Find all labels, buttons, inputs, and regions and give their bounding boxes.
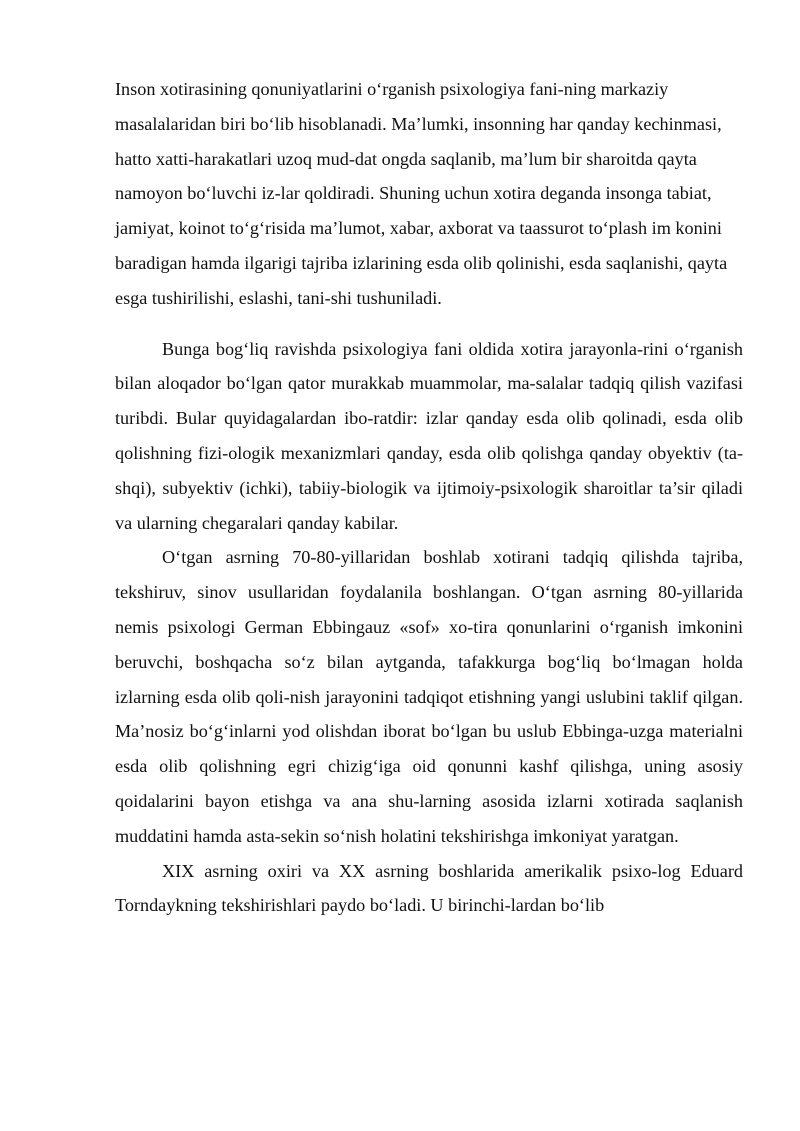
paragraph-4: XIX asrning oxiri va XX asrning boshlarida amerikalik psixo-log Eduard Torndaykning tekshirishlari paydo bo‘ladi. U birinchi-lardan bo‘lib bbox=[115, 860, 743, 916]
paragraph-3: O‘tgan asrning 70-80-yillaridan boshlab xotirani tadqiq qilishda tajriba, tekshiruv, sinov usullaridan foydalanila boshlangan. O‘tgan asrning 80-yillarida nemis psixologi German Ebbingauz «sof» xo-tira qonunlarini o‘rganish imkonini beruvchi, boshqacha so‘z bilan aytganda, tafakkurga bog‘liq bo‘lmagan holda izlarning esda olib qoli-nish jarayonini tadqiqot etishning yangi uslubini taklif qilgan. Ma’nosiz bo‘g‘inlarni yod olishdan iborat bo‘lgan bu uslub Ebbinga-uzga materialni esda olib qolishning egri chizig‘iga oid qonunni kashf qilishga, uning asosiy qoidalarini bayon etishga va ana shu-larning asosida izlarni xotirada saqlanish muddatini hamda asta-sekin so‘nish holatini tekshirishga imkoniyat yaratgan. bbox=[115, 547, 743, 846]
document-body bbox=[115, 72, 743, 923]
paragraph-1: Inson xotirasining qonuniyatlarini o‘rganish psixologiya fani-ning markaziy masalalaridan biri bo‘lib hisoblanadi. Ma’lumki, insonning har qanday kechinmasi, hatto xatti-harakatlari uzoq mud-dat ongda saqlanib, ma’lum bir sharoitda qayta namoyon bo‘luvchi iz-lar qoldiradi. Shuning uchun xotira deganda insonga tabiat, jamiyat, koinot to‘g‘risida ma’lumot, xabar, axborat va taassurot to‘plash im konini baradigan hamda ilgarigi tajriba izlarining esda olib qolinishi, esda saqlanishi, qayta esga tushirilishi, eslashi, tani-shi tushuniladi. bbox=[115, 79, 728, 308]
paragraph-2: Bunga bog‘liq ravishda psixologiya fani oldida xotira jarayonla-rini o‘rganish bilan aloqador bo‘lgan qator murakkab muammolar, ma-salalar tadqiq qilish vazifasi turibdi. Bular quyidagalardan ibo-ratdir: izlar qanday esda olib qolinadi, esda olib qolishning fizi-ologik mexanizmlari qanday, esda olib qolishga qanday obyektiv (ta-shqi), subyektiv (ichki), tabiiy-biologik va ijtimoiy-psixologik sharoitlar ta’sir qiladi va ularning chegaralari qanday kabilar. bbox=[115, 338, 743, 533]
